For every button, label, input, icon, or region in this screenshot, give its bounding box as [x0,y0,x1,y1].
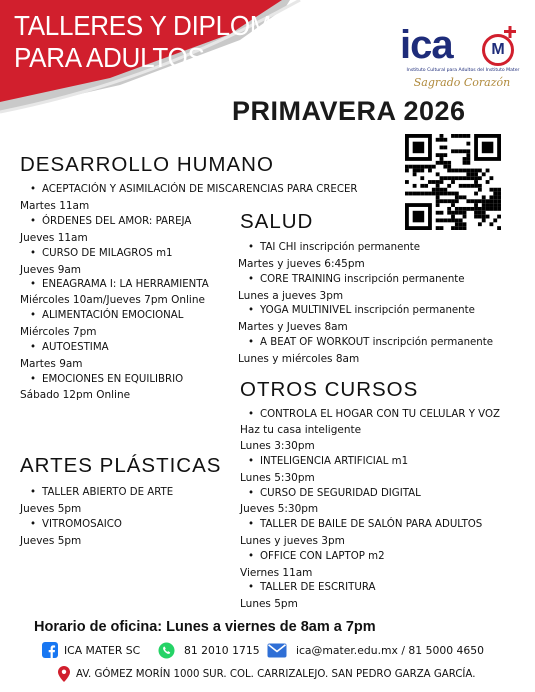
schedule-vitromosaico: Jueves 5pm [20,535,82,547]
course-vitromosaico: VITROMOSAICO [42,519,122,530]
course-alimentacion: ALIMENTACIÓN EMOCIONAL [42,310,184,321]
whatsapp-contact[interactable] [158,639,260,661]
course-office-laptop: OFFICE CON LAPTOP m2 [260,551,385,562]
course-beat-workout: A BEAT OF WORKOUT inscripción permanente [260,337,494,348]
schedule-ordenes-amor: Jueves 11am [20,232,88,244]
schedule-autoestima: Martes 9am [20,358,83,370]
course-taller-arte: TALLER ABIERTO DE ARTE [42,487,174,498]
office-hours: Horario de oficina: Lunes a viernes de 8am a 7pm [34,619,376,635]
page-title [14,10,344,74]
course-seguridad-digital: CURSO DE SEGURIDAD DIGITAL [260,488,421,499]
course-controla-hogar: CONTROLA EL HOGAR CON TU CELULAR Y VOZ [260,409,500,420]
schedule-alimentacion: Miércoles 7pm [20,326,97,338]
title-line-2: PARA ADULTOS [14,42,205,73]
schedule-inteligencia-artificial: Lunes 5:30pm [240,472,315,484]
title-line-1: TALLERES Y DIPLOMADOS [14,10,344,41]
schedule-office-laptop: Viernes 11am [240,567,313,579]
schedule-baile-salon: Lunes y jueves 3pm [240,535,345,547]
facebook-icon [42,642,58,658]
heading-artes-plasticas: ARTES PLÁSTICAS [20,454,222,477]
schedule-taller-arte: Jueves 5pm [20,503,82,515]
ica-logo [398,22,528,102]
mail-icon [267,643,287,658]
season-title: PRIMAVERA 2026 [232,96,466,126]
course-autoestima: AUTOESTIMA [42,342,109,353]
email-and-phone[interactable]: ica@mater.edu.mx / 81 5000 4650 [296,643,484,657]
logo-subtitle: Instituto Cultural para Adultos del Instituto Mater [406,68,520,73]
heading-desarrollo-humano: DESARROLLO HUMANO [20,153,274,176]
course-controla-hogar-extra: Haz tu casa inteligente [240,424,362,436]
cross-icon [504,26,516,38]
facebook-handle[interactable]: ICA MATER SC [64,643,141,657]
course-baile-salon: TALLER DE BAILE DE SALÓN PARA ADULTOS [260,519,483,530]
qr-code[interactable] [405,134,501,230]
course-milagros: CURSO DE MILAGROS m1 [42,248,173,259]
logo-m-circle: M [482,34,514,66]
whatsapp-number[interactable]: 81 2010 1715 [184,643,260,657]
schedule-beat-workout: Lunes y miércoles 8am [238,353,360,365]
course-emociones: EMOCIONES EN EQUILIBRIO [42,374,184,385]
course-eneagrama: ENEAGRAMA I: LA HERRAMIENTA [42,279,209,290]
schedule-core-training: Lunes a jueves 3pm [238,290,344,302]
heading-salud: SALUD [240,210,314,233]
address-text: AV. GÓMEZ MORÍN 1000 SUR. COL. CARRIZALEJO. SAN PEDRO GARZA GARCÍA. [76,668,476,680]
course-escritura: TALLER DE ESCRITURA [260,582,376,593]
logo-letters: ica [400,23,453,67]
schedule-tai-chi: Martes y jueves 6:45pm [238,258,365,270]
schedule-controla-hogar: Lunes 3:30pm [240,440,315,452]
schedule-yoga: Martes y Jueves 8am [238,321,348,333]
schedule-aceptacion: Martes 11am [20,200,90,212]
course-core-training: CORE TRAINING inscripción permanente [260,274,465,285]
schedule-eneagrama: Miércoles 10am/Jueves 7pm Online [20,294,205,306]
course-yoga: YOGA MULTINIVEL inscripción permanente [260,305,475,316]
course-aceptacion: ACEPTACIÓN Y ASIMILACIÓN DE MISCARENCIAS PARA CRECER [42,184,358,195]
whatsapp-icon [158,642,175,659]
facebook-contact[interactable] [42,639,140,661]
course-tai-chi: TAI CHI inscripción permanente [260,242,421,253]
logo-script: Sagrado Corazón [413,76,511,89]
schedule-milagros: Jueves 9am [20,264,82,276]
heading-otros-cursos: OTROS CURSOS [240,378,419,401]
schedule-emociones: Sábado 12pm Online [20,389,131,401]
course-inteligencia-artificial: INTELIGENCIA ARTIFICIAL m1 [260,456,409,467]
email-contact[interactable] [267,639,484,661]
course-ordenes-amor: ÓRDENES DEL AMOR: PAREJA [42,216,192,227]
address [58,665,475,683]
location-pin-icon [58,666,70,682]
schedule-seguridad-digital: Jueves 5:30pm [240,503,319,515]
schedule-escritura: Lunes 5pm [240,598,298,610]
